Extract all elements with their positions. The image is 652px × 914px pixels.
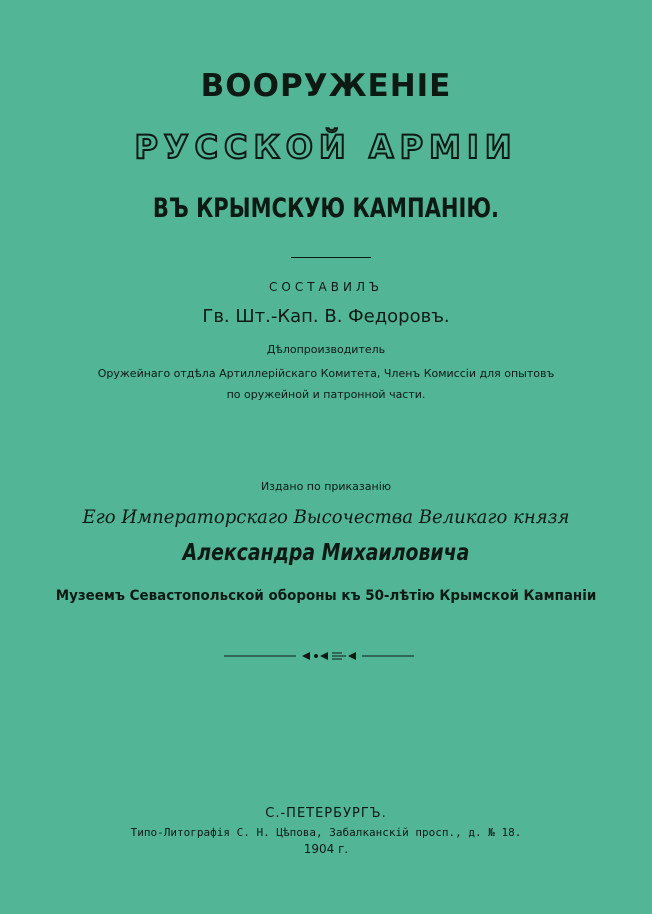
museum-line: Музеемъ Севастопольской обороны къ 50-лѣтію Крымской Кампаніи [55,588,597,604]
divider-rule [291,257,371,258]
title-line-3: ВЪ КРЫМСКУЮ КАМПАНІЮ. [152,193,500,224]
title-line-2: РУССКОЙ АРМІИ [134,128,518,166]
imprint-year: 1904 г. [303,842,349,856]
ornament-divider [224,649,414,663]
compiler-name: Гв. Шт.-Кап. В. Федоровъ. [202,306,450,327]
by-order-text: Издано по приказанію [260,480,392,493]
title-line-1: ВООРУЖЕНІЕ [200,68,452,104]
compiler-position: Дѣлопроизводитель [266,343,386,356]
patron-name: Александра Михаиловича [182,540,470,566]
compiler-department-2: по оружейной и патронной части. [226,388,426,401]
imprint-city: С.-ПЕТЕРБУРГЪ. [265,806,387,821]
patron-title: Его Императорскаго Высочества Великаго князя [82,506,570,528]
compiler-department: Оружейнаго отдѣла Артиллерійскаго Комитета, Членъ Комиссіи для опытовъ [97,367,555,380]
compiler-label: СОСТАВИЛЪ [269,280,383,294]
imprint-printer: Типо-Литографія С. Н. Цѣпова, Забалканскій просп., д. № 18. [130,826,522,839]
